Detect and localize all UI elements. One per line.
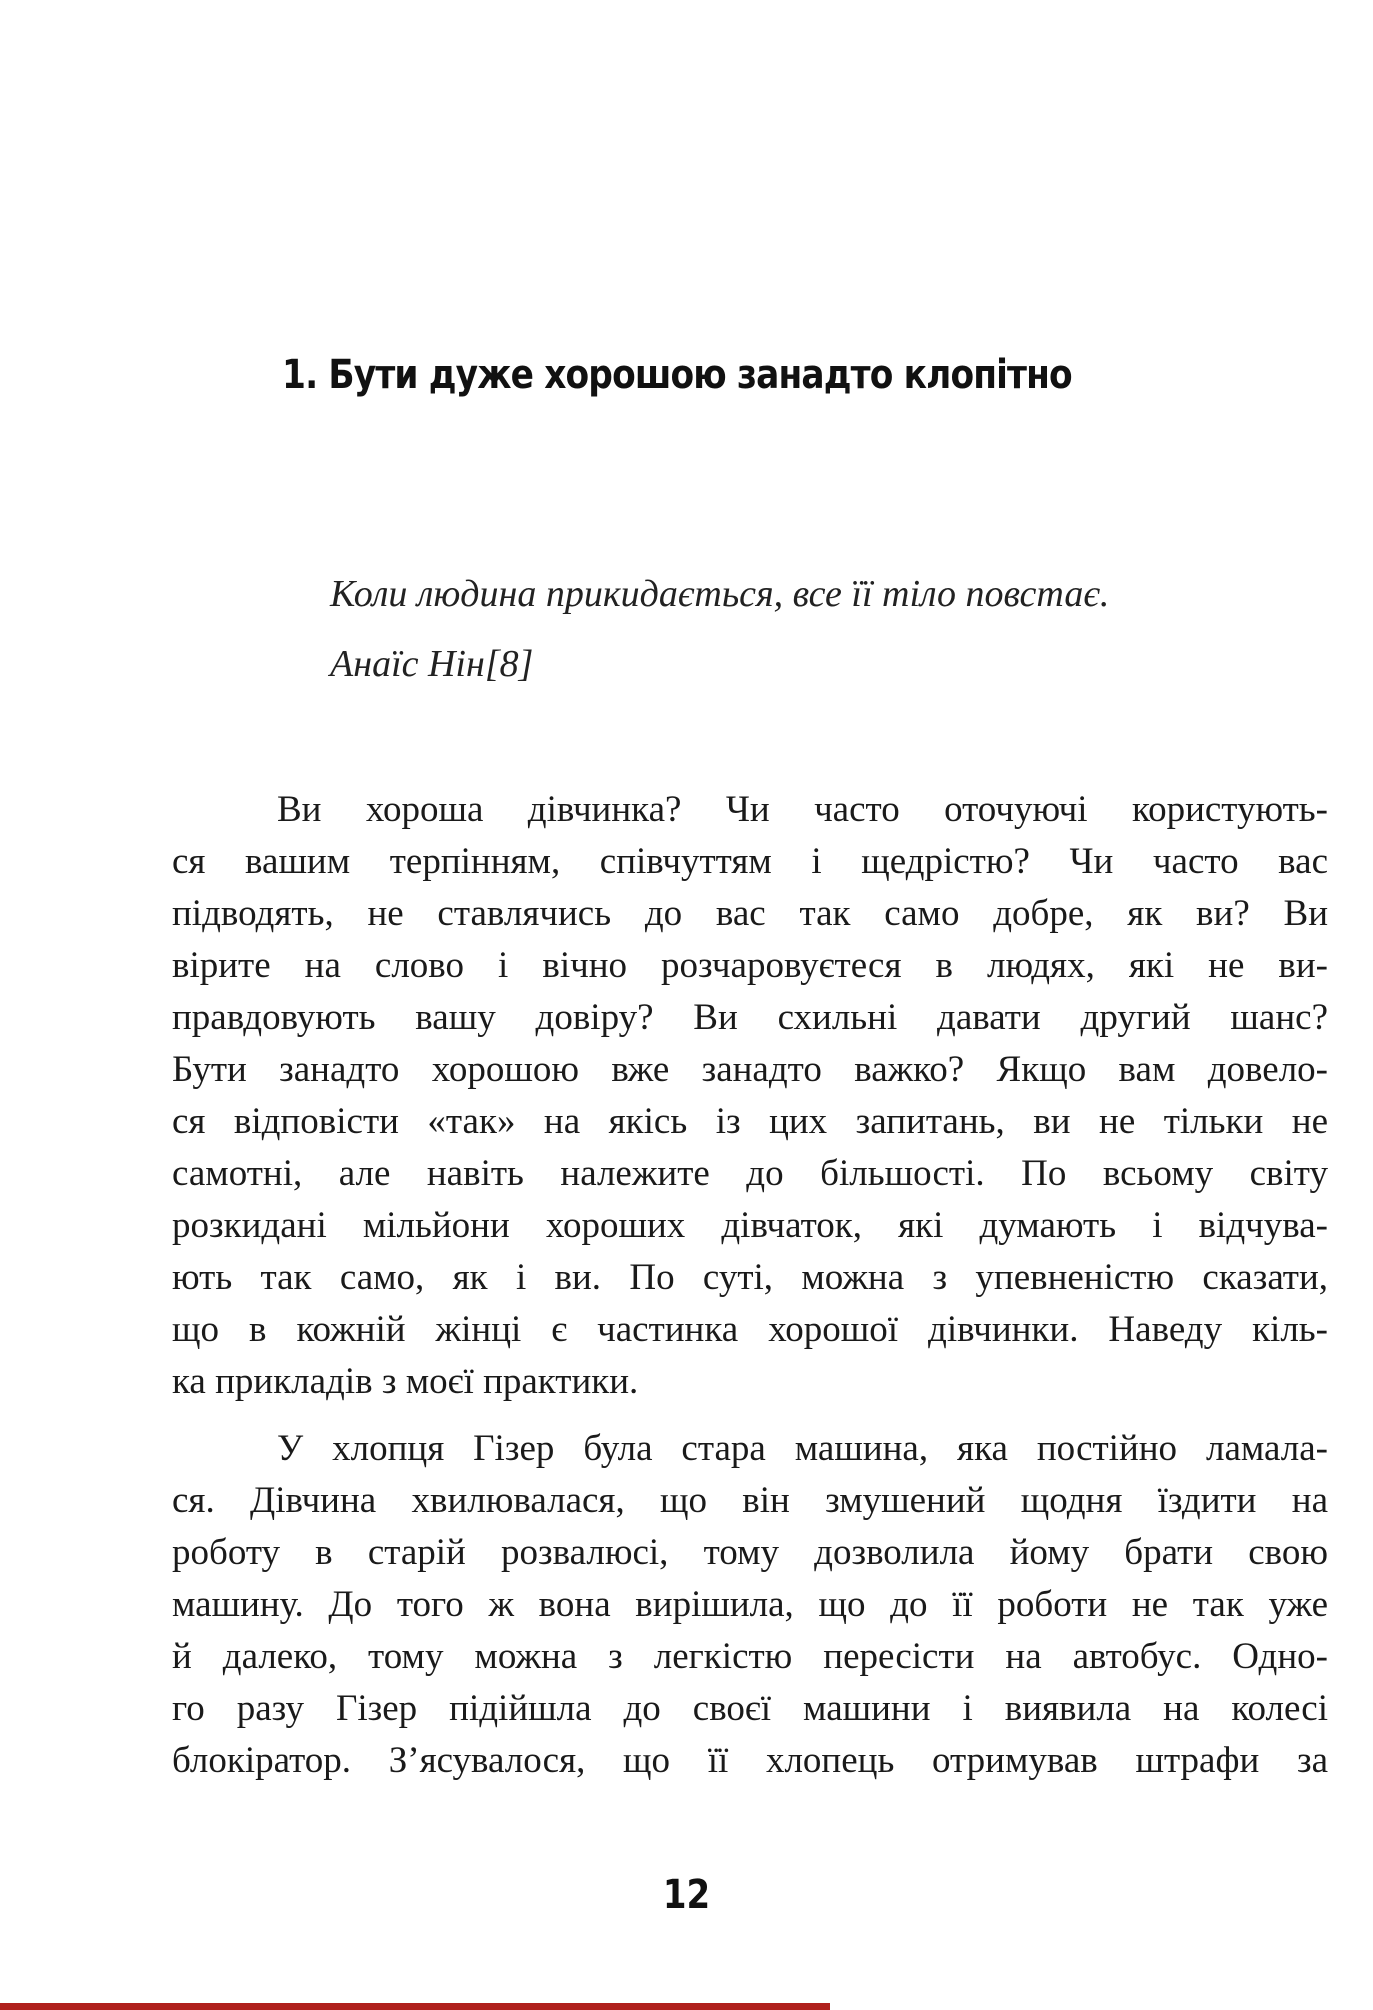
text-line: підводять, не ставлячись до вас так само добре, як ви? Ви xyxy=(172,893,1328,934)
text-line: самотні, але навіть належите до більшості. По всьому світу xyxy=(172,1153,1328,1194)
text-line: го разу Гізер підійшла до своєї машини і виявила на колесі xyxy=(172,1688,1328,1729)
text-line: роботу в старій розвалюсі, тому дозволила йому брати свою xyxy=(172,1532,1328,1573)
epigraph-author: Анаїс Нін[8] xyxy=(330,643,534,685)
paragraph-2 xyxy=(172,1423,1328,1787)
chapter-title: 1. Бути дуже хорошою занадто клопітно xyxy=(282,352,1072,398)
text-line: вірите на слово і вічно розчаровуєтеся в людях, які не ви- xyxy=(172,945,1328,986)
text-line: ка прикладів з моєї практики. xyxy=(172,1361,639,1402)
text-line: машину. До того ж вона вирішила, що до її роботи не так уже xyxy=(172,1584,1328,1625)
text-line: блокіратор. З’ясувалося, що її хлопець отримував штрафи за xyxy=(172,1740,1328,1781)
text-line: розкидані мільйони хороших дівчаток, які думають і відчува- xyxy=(172,1205,1328,1246)
text-line: ся. Дівчина хвилювалася, що він змушений щодня їздити на xyxy=(172,1480,1328,1521)
text-line: й далеко, тому можна з легкістю пересісти на автобус. Одно- xyxy=(172,1636,1328,1677)
text-line: Ви хороша дівчинка? Чи часто оточуючі користують- xyxy=(277,789,1328,830)
text-line: ють так само, як і ви. По суті, можна з упевненістю сказати, xyxy=(172,1257,1328,1298)
text-line: У хлопця Гізер була стара машина, яка постійно ламала- xyxy=(277,1428,1328,1469)
page-number: 12 xyxy=(662,1872,711,1918)
epigraph-quote: Коли людина прикидається, все її тіло повстає. xyxy=(330,573,1110,615)
text-line: ся відповісти «так» на якісь із цих запитань, ви не тільки не xyxy=(172,1101,1328,1142)
text-line: ся вашим терпінням, співчуттям і щедрістю? Чи часто вас xyxy=(172,841,1328,882)
text-line: що в кожній жінці є частинка хорошої дівчинки. Наведу кіль- xyxy=(172,1309,1328,1350)
text-line: Бути занадто хорошою вже занадто важко? Якщо вам довело- xyxy=(172,1049,1328,1090)
page-edge-stripe xyxy=(0,2003,830,2010)
paragraph-1 xyxy=(172,784,1328,1408)
text-line: правдовують вашу довіру? Ви схильні давати другий шанс? xyxy=(172,997,1328,1038)
